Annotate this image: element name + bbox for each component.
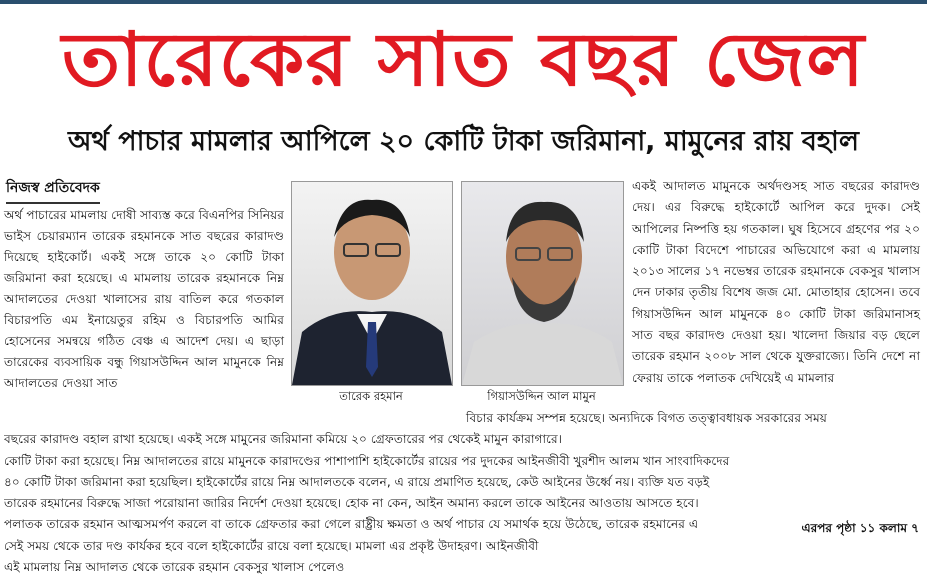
photo-giasuddin-mamun xyxy=(461,181,624,386)
caption-mamun: গিয়াসউদ্দিন আল মামুন xyxy=(487,389,596,403)
bottom-line: বছরের কারাদণ্ড বহাল রাখা হয়েছে। একই সঙ্গে মামুনের জরিমানা কমিয়ে ২০ গ্রেফতারের পর থেকেই মামুন কারাগারে। xyxy=(4,432,563,447)
right-column-text: একই আদালত মামুনকে অর্থদণ্ডসহ সাত বছরের কারাদণ্ড দেয়। এর বিরুদ্ধে হাইকোর্টে আপিল করে দুদক। সেই আপিলের নিষ্পত্তি হয় গতকাল। ঘুষ হিসেবে গ্রহণের পর ২০ কোটি টাকা বিদেশে পাচারের অভিযোগে করা এ মামলায় ২০১৩ সালের ১৭ নভেম্বর তারেক রহমানকে বেকসুর খালাস দেন ঢাকার তৃতীয় বিশেষ জজ মো. মোতাহার হোসেন। তবে গিয়াসউদ্দিন আল মামুনকে ৪০ কোটি টাকা জরিমানাসহ সাত বছর কারাদণ্ড দেওয়া হয়। খালেদা জিয়ার বড় ছেলে তারেক রহমান ২০০৮ সাল থেকে যুক্তরাজ্যে। তিনি দেশে না ফেরায় তাকে পলাতক দেখিয়েই এ মামলার xyxy=(632,179,920,385)
bottom-line: পলাতক তারেক রহমান আত্মসমর্পণ করলে বা তাকে গ্রেফতার করা গেলে রাষ্ট্রীয় ক্ষমতা ও অর্থ পাচার যে সমার্থক হয়ে উঠেছে, তারেক রহমানের এ xyxy=(4,517,699,532)
right-column xyxy=(632,176,920,389)
bottom-line: তারেক রহমানের বিরুদ্ধে সাজা পরোয়ানা জারির নির্দেশ দেওয়া হয়েছে। হোক না কেন, আইন অমান্য করলে তাকে আইনের আওতায় আসতে হবে। xyxy=(4,496,699,511)
bottom-text-block xyxy=(4,408,920,578)
continued-jump-line: এরপর পৃষ্ঠা ১১ কলাম ৭ xyxy=(801,521,919,535)
headline: তারেকের সাত বছর জেল xyxy=(61,17,866,103)
left-column xyxy=(4,205,284,394)
bottom-line: সেই সময় থেকে তার দণ্ড কার্যকর হবে বলে হাইকোর্টের রায়ে বলা হয়েছে। মামলা এর প্রকৃষ্ট উদাহরণ। আইনজীবী xyxy=(4,538,539,553)
top-rule xyxy=(0,0,927,4)
portrait-mamun-image xyxy=(462,182,623,385)
bottom-line: এই মামলায় নিম্ন আদালত থেকে তারেক রহমান বেকসুর খালাস পেলেও xyxy=(4,560,345,575)
photo-tarek-rahman xyxy=(291,181,453,386)
byline: নিজস্ব প্রতিবেদক xyxy=(6,176,100,204)
bottom-line: ৪০ কোটি টাকা জরিমানা করা হয়েছিল। হাইকোর্টের রায়ে নিম্ন আদালতকে বলেন, এ রায়ে প্রমাণিত হয়েছে, কেউ আইনের উর্ধ্বে নয়। ব্যক্তি যত বড়ই xyxy=(4,474,710,489)
caption-tarek: তারেক রহমান xyxy=(339,389,403,403)
left-column-text: অর্থ পাচারের মামলায় দোষী সাব্যস্ত করে বিএনপির সিনিয়র ভাইস চেয়ারম্যান তারেক রহমানকে সাত বছরের কারাদণ্ড দিয়েছে হাইকোর্ট। একই সঙ্গে তাকে ২০ কোটি টাকা জরিমানা করা হয়েছে। এ মামলায় তারেক রহমানকে নিম্ন আদালতের দেওয়া খালাসের রায় বাতিল করে গতকাল বিচারপতি এম ইনায়েতুর রহিম ও বিচারপতি আমির হোসেনের সমন্বয়ে গঠিত বেঞ্চ এ আদেশ দেয়। এ ছাড়া তারেকের ব্যবসায়িক বন্ধু গিয়াসউদ্দিন আল মামুনকে নিম্ন আদালতের দেওয়া সাত xyxy=(4,208,284,390)
portrait-tarek-image xyxy=(292,182,452,385)
bottom-line: কোটি টাকা করা হয়েছে। নিম্ন আদালতের রায়ে মামুনকে কারাদণ্ডের পাশাপাশি হাইকোর্টের রায়ের পর দুদকের আইনজীবী খুরশীদ আলম খান সাংবাদিকদের xyxy=(4,453,730,468)
subheadline: অর্থ পাচার মামলার আপিলে ২০ কোটি টাকা জরিমানা, মামুনের রায় বহাল xyxy=(67,126,860,157)
bottom-line: বিচার কার্যক্রম সম্পন্ন হয়েছে। অন্যদিকে বিগত তত্ত্বাবধায়ক সরকারের সময় xyxy=(466,411,827,425)
